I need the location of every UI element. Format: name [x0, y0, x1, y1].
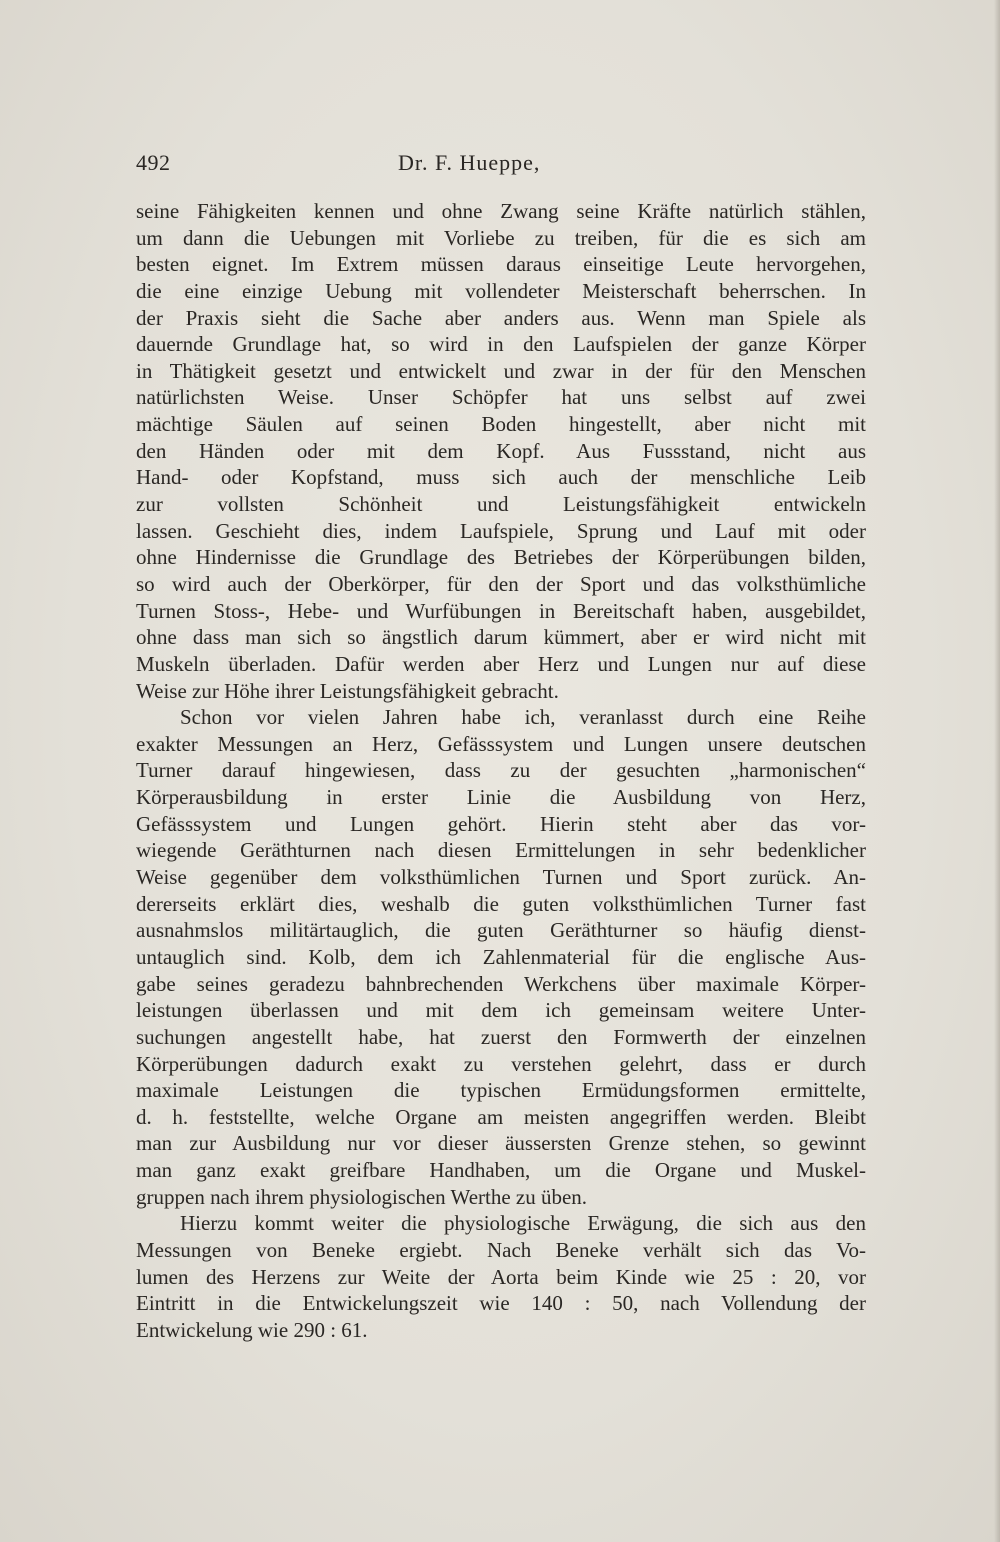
- paragraph-end-line: Weise zur Höhe ihrer Leistungsfähigkeit gebracht.: [136, 678, 559, 703]
- text-line: Gefässsystem und Lungen gehört. Hierin steht aber das vor-: [136, 811, 866, 836]
- text-line: man zur Ausbildung nur vor dieser äussersten Grenze stehen, so gewinnt: [136, 1131, 866, 1156]
- text-line: ausnahmslos militärtauglich, die guten Geräthturner so häufig dienst-: [136, 918, 866, 943]
- text-line: natürlichsten Weise. Unser Schöpfer hat uns selbst auf zwei: [136, 385, 866, 410]
- running-head: Dr. F. Hueppe,: [398, 150, 541, 175]
- text-line: mächtige Säulen auf seinen Boden hingestellt, aber nicht mit: [136, 412, 866, 437]
- text-line: den Händen oder mit dem Kopf. Aus Fussstand, nicht aus: [136, 438, 866, 463]
- text-line: gabe seines geradezu bahnbrechenden Werkchens über maximale Körper-: [136, 971, 866, 996]
- text-line: ohne Hindernisse die Grundlage des Betriebes der Körperübungen bilden,: [136, 545, 866, 570]
- text-line: d. h. feststellte, welche Organe am meisten angegriffen werden. Bleibt: [136, 1104, 866, 1129]
- text-line: maximale Leistungen die typischen Ermüdungsformen ermittelte,: [136, 1078, 866, 1103]
- paragraph-end-line: Entwickelung wie 290 : 61.: [136, 1317, 368, 1342]
- text-line: zur vollsten Schönheit und Leistungsfähigkeit entwickeln: [136, 492, 866, 517]
- page-number: 492: [136, 150, 171, 175]
- text-line: um dann die Uebungen mit Vorliebe zu treiben, für die es sich am: [136, 225, 866, 250]
- text-line: untauglich sind. Kolb, dem ich Zahlenmaterial für die englische Aus-: [136, 944, 866, 969]
- paragraph-end-line: gruppen nach ihrem physiologischen Werthe zu üben.: [136, 1184, 588, 1209]
- text-line: seine Fähigkeiten kennen und ohne Zwang seine Kräfte natürlich stählen,: [136, 199, 866, 223]
- paragraph-start-line: Hierzu kommt weiter die physiologische Erwägung, die sich aus den: [180, 1211, 866, 1236]
- text-line: exakter Messungen an Herz, Gefässsystem und Lungen unsere deutschen: [136, 731, 866, 756]
- text-line: wiegende Geräthturnen nach diesen Ermittelungen in sehr bedenklicher: [136, 838, 866, 863]
- text-line: man ganz exakt greifbare Handhaben, um die Organe und Muskel-: [136, 1158, 866, 1183]
- text-line: so wird auch der Oberkörper, für den der Sport und das volksthümliche: [136, 571, 866, 596]
- text-line: Körperausbildung in erster Linie die Ausbildung von Herz,: [136, 785, 866, 810]
- paragraph-start-line: Schon vor vielen Jahren habe ich, veranlasst durch eine Reihe: [180, 705, 866, 730]
- page-edge-shadow: [994, 0, 1000, 1542]
- text-line: Eintritt in die Entwickelungszeit wie 140 : 50, nach Vollendung der: [136, 1291, 866, 1316]
- text-line: Muskeln überladen. Dafür werden aber Herz und Lungen nur auf diese: [136, 651, 866, 676]
- text-line: dererseits erklärt dies, weshalb die guten volksthümlichen Turner fast: [136, 891, 866, 916]
- text-line: der Praxis sieht die Sache aber anders aus. Wenn man Spiele als: [136, 305, 866, 330]
- text-line: Turner darauf hingewiesen, dass zu der gesuchten „harmonischen“: [136, 758, 866, 783]
- text-line: Weise gegenüber dem volksthümlichen Turnen und Sport zurück. An-: [136, 865, 866, 890]
- text-line: Körperübungen dadurch exakt zu verstehen gelehrt, dass er durch: [136, 1051, 866, 1076]
- text-line: Messungen von Beneke ergiebt. Nach Beneke verhält sich das Vo-: [136, 1237, 866, 1262]
- text-line: lumen des Herzens zur Weite der Aorta beim Kinde wie 25 : 20, vor: [136, 1264, 866, 1289]
- text-line: lassen. Geschieht dies, indem Laufspiele, Sprung und Lauf mit oder: [136, 518, 866, 543]
- text-line: ohne dass man sich so ängstlich darum kümmert, aber er wird nicht mit: [136, 625, 866, 650]
- page-header: [136, 150, 866, 186]
- text-line: die eine einzige Uebung mit vollendeter Meisterschaft beherrschen. In: [136, 278, 866, 303]
- text-line: in Thätigkeit gesetzt und entwickelt und zwar in der für den Menschen: [136, 358, 866, 383]
- text-line: Turnen Stoss-, Hebe- und Wurfübungen in Bereitschaft haben, ausgebildet,: [136, 598, 866, 623]
- text-line: leistungen überlassen und mit dem ich gemeinsam weitere Unter-: [136, 998, 866, 1023]
- text-line: suchungen angestellt habe, hat zuerst den Formwerth der einzelnen: [136, 1024, 866, 1049]
- text-line: Hand- oder Kopfstand, muss sich auch der menschliche Leib: [136, 465, 866, 490]
- text-line: dauernde Grundlage hat, so wird in den Laufspielen der ganze Körper: [136, 332, 866, 357]
- body-text: [136, 198, 866, 1344]
- text-line: besten eignet. Im Extrem müssen daraus einseitige Leute hervorgehen,: [136, 252, 866, 277]
